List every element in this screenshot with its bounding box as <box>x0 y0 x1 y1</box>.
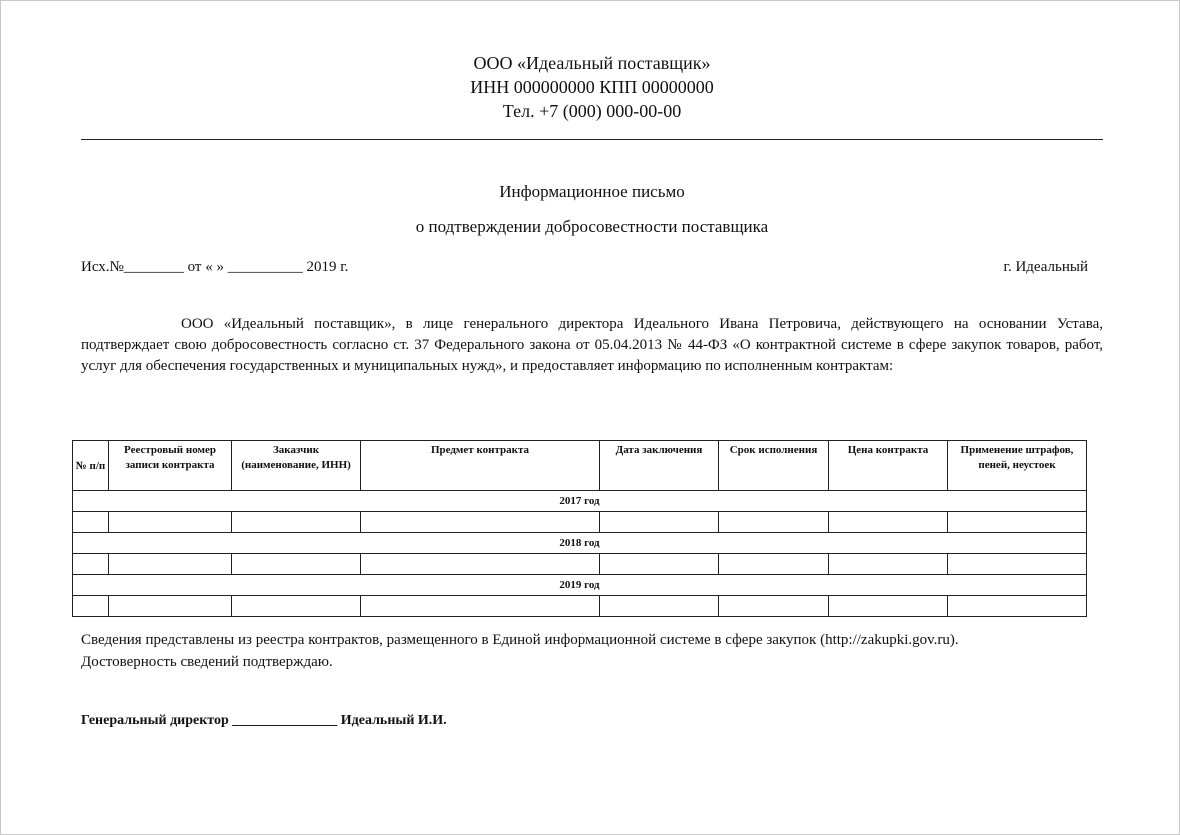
year-row <box>73 491 1087 512</box>
letterhead <box>1 51 1180 123</box>
year-row <box>73 533 1087 554</box>
year-label: 2017 год <box>73 491 1087 512</box>
year-label: 2019 год <box>73 575 1087 596</box>
signature-line: Генеральный директор _______________ Идеальный И.И. <box>81 713 447 728</box>
table-cell[interactable] <box>829 596 948 617</box>
column-header: Срок исполнения <box>719 441 829 491</box>
table-cell[interactable] <box>829 554 948 575</box>
year-row <box>73 575 1087 596</box>
table-cell[interactable] <box>232 554 361 575</box>
table-row <box>73 596 1087 617</box>
confirmation-statement: Достоверность сведений подтверждаю. <box>81 654 333 670</box>
table-cell[interactable] <box>948 554 1087 575</box>
table-cell[interactable] <box>600 512 719 533</box>
column-header: № п/п <box>73 441 109 491</box>
table-cell[interactable] <box>829 512 948 533</box>
table-cell[interactable] <box>719 512 829 533</box>
table-cell[interactable] <box>73 512 109 533</box>
year-label: 2018 год <box>73 533 1087 554</box>
tax-ids: ИНН 000000000 КПП 00000000 <box>470 77 714 97</box>
contracts-table <box>72 440 1087 617</box>
table-row <box>73 512 1087 533</box>
table-cell[interactable] <box>232 512 361 533</box>
table-cell[interactable] <box>719 554 829 575</box>
city: г. Идеальный <box>1003 259 1088 275</box>
table-cell[interactable] <box>600 554 719 575</box>
table-cell[interactable] <box>109 554 232 575</box>
table-cell[interactable] <box>109 596 232 617</box>
outgoing-number: Исх.№________ от « » __________ 2019 г. <box>81 259 349 275</box>
source-statement: Сведения представлены из реестра контрактов, размещенного в Единой информационной системе в сфере закупок (http://zakupki.gov.ru). <box>81 632 959 648</box>
column-header: Цена контракта <box>829 441 948 491</box>
table-cell[interactable] <box>948 512 1087 533</box>
column-header: Заказчик (наименование, ИНН) <box>232 441 361 491</box>
table-cell[interactable] <box>73 554 109 575</box>
document-subtitle: о подтверждении добросовестности поставщика <box>415 217 769 236</box>
letterhead-divider <box>81 139 1103 140</box>
intro-paragraph: ООО «Идеальный поставщик», в лице генерального директора Идеального Ивана Петровича, действующего на основании Устава, подтверждает свою добросовестность согласно ст. 37 Федерального закона от 05.04.2013 № 44-ФЗ «О контрактной системе в сфере закупок товаров, работ, услуг для обеспечения государственных и муниципальных нужд», и предоставляет информацию по исполненным контрактам: <box>81 316 1103 374</box>
reference-line <box>81 257 1088 277</box>
table-cell[interactable] <box>600 596 719 617</box>
column-header: Реестровый номер записи контракта <box>109 441 232 491</box>
table-header-row <box>73 441 1087 491</box>
phone-number: Тел. +7 (000) 000-00-00 <box>502 101 682 121</box>
table-cell[interactable] <box>73 596 109 617</box>
column-header: Применение штрафов, пеней, неустоек <box>948 441 1087 491</box>
table-cell[interactable] <box>232 596 361 617</box>
table-cell[interactable] <box>361 554 600 575</box>
column-header: Предмет контракта <box>361 441 600 491</box>
table-cell[interactable] <box>361 596 600 617</box>
column-header: Дата заключения <box>600 441 719 491</box>
table-cell[interactable] <box>109 512 232 533</box>
company-name: ООО «Идеальный поставщик» <box>473 53 711 73</box>
document-title: Информационное письмо <box>499 182 685 201</box>
table-cell[interactable] <box>361 512 600 533</box>
table-cell[interactable] <box>948 596 1087 617</box>
table-cell[interactable] <box>719 596 829 617</box>
table-row <box>73 554 1087 575</box>
